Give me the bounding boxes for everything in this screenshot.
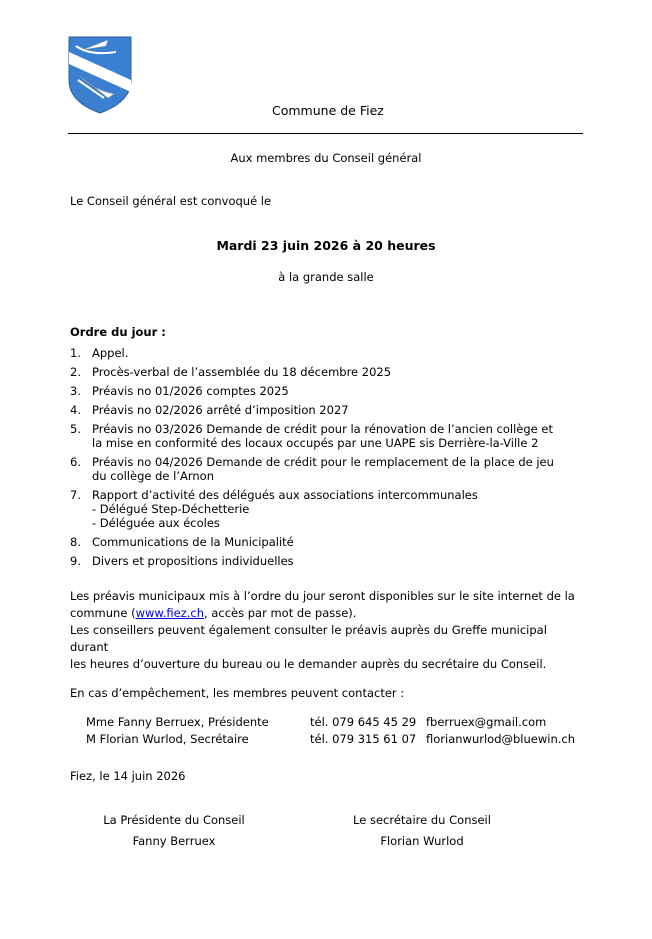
meeting-venue: à la grande salle <box>278 270 374 284</box>
info-line: commune (www.fiez.ch, accès par mot de passe). <box>70 606 357 620</box>
agenda-item-text: - Délégué Step-Déchetterie <box>92 502 250 516</box>
agenda-title: Ordre du jour : <box>70 325 166 339</box>
info-line: les heures d’ouverture du bureau ou le demander auprès du secrétaire du Conseil. <box>70 657 547 671</box>
contact-phone: tél. 079 315 61 07 <box>310 732 417 746</box>
agenda-item-text: Divers et propositions individuelles <box>92 554 294 568</box>
meeting-datetime: Mardi 23 juin 2026 à 20 heures <box>216 238 436 253</box>
agenda-item-text: Rapport d’activité des délégués aux associations intercommunales <box>92 488 478 502</box>
agenda-item <box>70 346 570 360</box>
agenda-item-text: Préavis no 03/2026 Demande de crédit pour la rénovation de l’ancien collège et <box>92 422 553 436</box>
agenda-item-number: 2. <box>70 365 81 379</box>
signature-title: Le secrétaire du Conseil <box>353 813 491 827</box>
agenda-item-number: 4. <box>70 403 81 417</box>
commune-title: Commune de Fiez <box>272 103 384 118</box>
agenda-item <box>70 384 570 398</box>
contact-phone: tél. 079 645 45 29 <box>310 715 417 729</box>
signature-title: La Présidente du Conseil <box>103 813 245 827</box>
convocation-intro: Le Conseil général est convoqué le <box>70 194 272 208</box>
signature-name: Fanny Berruex <box>132 834 216 848</box>
contact-row <box>86 715 586 732</box>
agenda-item-text: du collège de l’Arnon <box>92 469 214 483</box>
agenda-item-number: 8. <box>70 535 81 549</box>
agenda-item-text: Préavis no 04/2026 Demande de crédit pour le remplacement de la place de jeu <box>92 455 554 469</box>
agenda-item <box>70 365 570 379</box>
agenda-item <box>70 455 570 483</box>
agenda-item-text: Procès-verbal de l’assemblée du 18 décembre 2025 <box>92 365 392 379</box>
signature-secretary <box>322 810 522 852</box>
contact-name: M Florian Wurlod, Secrétaire <box>86 732 249 746</box>
agenda-item-text: - Déléguée aux écoles <box>92 516 220 530</box>
agenda-item-number: 7. <box>70 488 81 502</box>
contact-email: florianwurlod@bluewin.ch <box>426 732 576 746</box>
agenda-item <box>70 554 570 568</box>
agenda-item-number: 3. <box>70 384 81 398</box>
website-link[interactable]: www.fiez.ch <box>135 606 205 620</box>
agenda-item-number: 5. <box>70 422 81 436</box>
agenda-item-text: la mise en conformité des locaux occupés par une UAPE sis Derrière-la-Ville 2 <box>92 436 539 450</box>
recipients-line: Aux membres du Conseil général <box>230 151 422 165</box>
agenda-item-number: 1. <box>70 346 81 360</box>
agenda-item-text: Préavis no 01/2026 comptes 2025 <box>92 384 289 398</box>
agenda-item-number: 6. <box>70 455 81 469</box>
agenda-item-number: 9. <box>70 554 81 568</box>
agenda-item-text: Appel. <box>92 346 129 360</box>
agenda-item <box>70 403 570 417</box>
signature-president <box>74 810 274 852</box>
info-line: Les conseillers peuvent également consulter le préavis auprès du Greffe municipal durant <box>70 623 547 654</box>
agenda-item <box>70 488 570 530</box>
info-line: Les préavis municipaux mis à l’ordre du jour seront disponibles sur le site internet de la <box>70 589 575 603</box>
agenda-list <box>70 346 570 573</box>
contact-intro: En cas d’empêchement, les membres peuvent contacter : <box>70 686 405 700</box>
agenda-item-text: Préavis no 02/2026 arrêté d’imposition 2027 <box>92 403 349 417</box>
signature-name: Florian Wurlod <box>380 834 464 848</box>
info-paragraph <box>70 588 580 673</box>
agenda-item <box>70 422 570 450</box>
agenda-item-text: Communications de la Municipalité <box>92 535 294 549</box>
agenda-item <box>70 535 570 549</box>
header-divider <box>68 133 583 134</box>
coat-of-arms-logo <box>68 36 132 114</box>
contact-name: Mme Fanny Berruex, Présidente <box>86 715 269 729</box>
contact-row <box>86 732 586 749</box>
place-date: Fiez, le 14 juin 2026 <box>70 769 186 783</box>
contact-email: fberruex@gmail.com <box>426 715 547 729</box>
